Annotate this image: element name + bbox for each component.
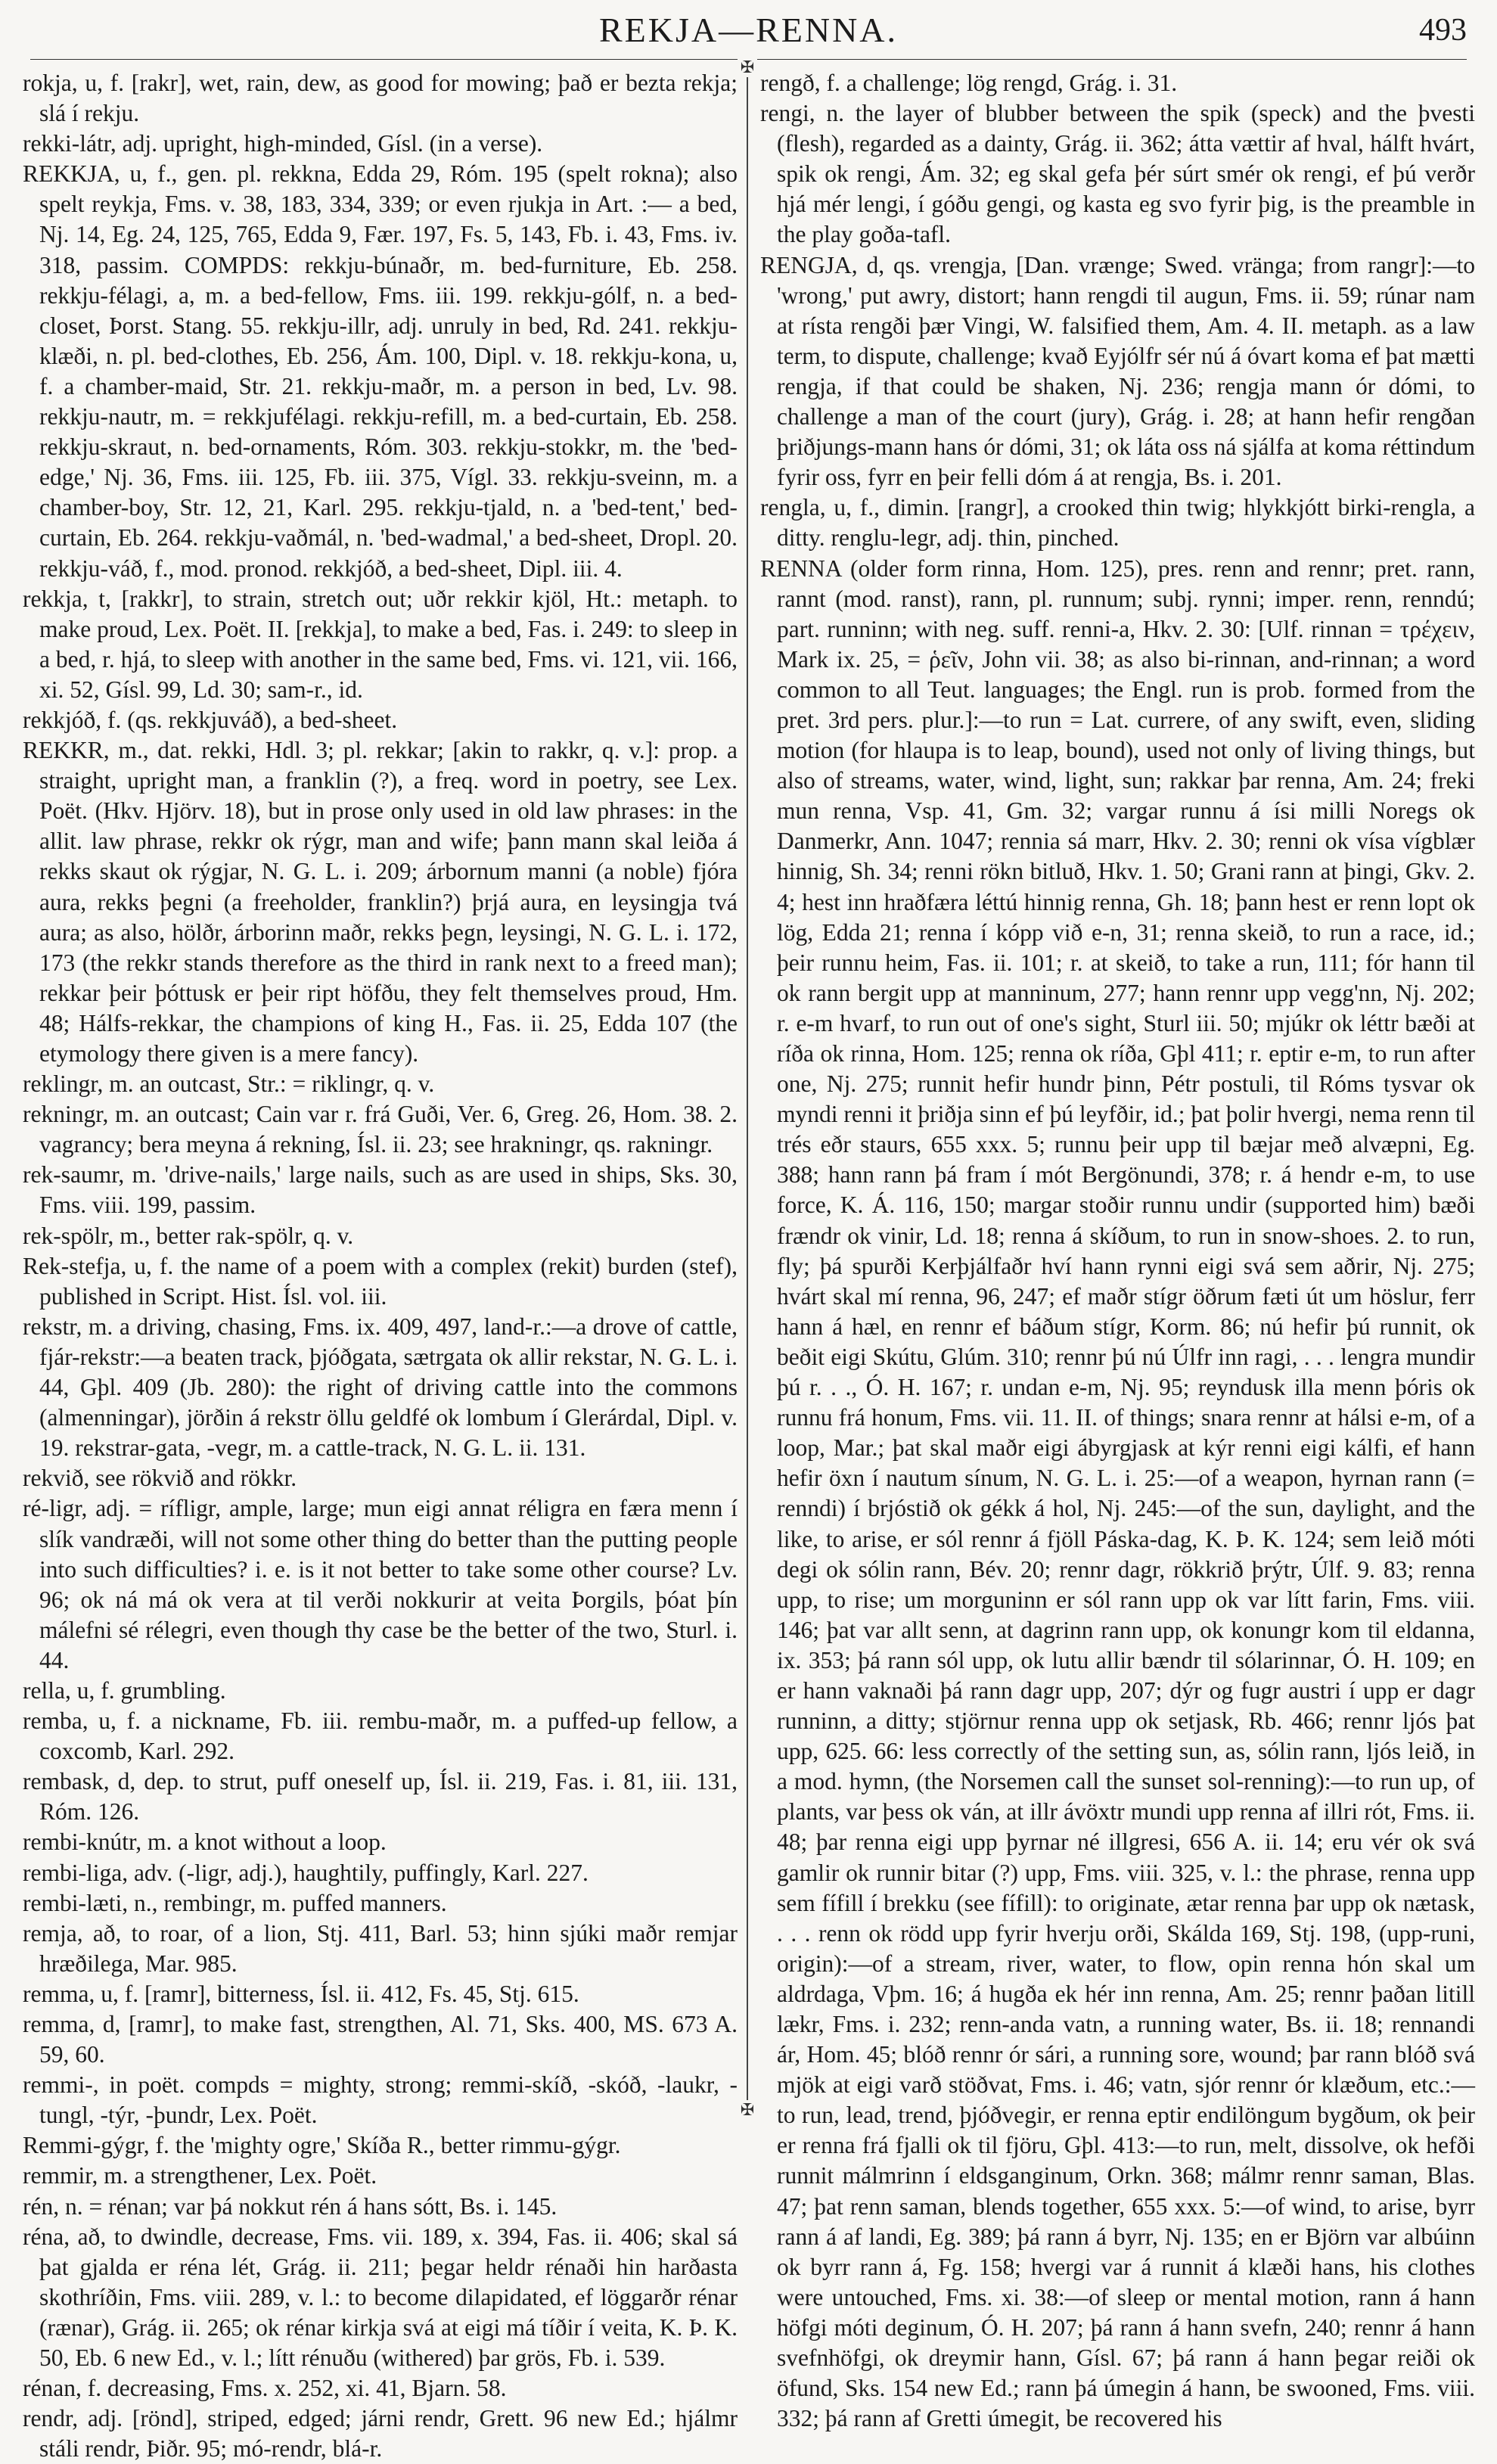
entry: rembask, d, dep. to strut, puff oneself up, Ísl. ii. 219, Fas. i. 81, iii. 131, Róm. 126. (23, 1768, 738, 1825)
entry: remmi-, in poët. compds = mighty, strong; remmi-skíð, -skóð, -laukr, -tungl, -týr, -þundr, Lex. Poët. (23, 2071, 738, 2129)
entry: Remmi-gýgr, f. the 'mighty ogre,' Skíða R., better rimmu-gýgr. (23, 2132, 621, 2159)
divider-ornament-top: ✠ (738, 57, 757, 77)
entry: rengla, u, f., dimin. [rangr], a crooked thin twig; hlykkjótt birki-rengla, a ditty. renglu-legr, adj. thin, pinched. (760, 494, 1475, 552)
entry: RENNA (older form rinna, Hom. 125), pres. renn and rennr; pret. rann, rannt (mod. ranst), rann, pl. runnum; subj. rynni; imper. renn, renndú; part. runninn; with neg. suff. renni-a, Hkv. 2. 30: [Ulf. rinnan = τρέχειν, Mark ix. 25, = ῥεῖν, John vii. 38; as also bi-rinnan, and-rinnan; a word common to all Teut. languages; the Engl. run is prob. formed from the pret. 3rd pers. plur.]:—to run = Lat. currere, of any swift, even, sliding motion (for hlaupa is to leap, bound), used not only of living things, but also of streams, water, wind, light, sun; rakkar þar renna, Am. 24; freki mun renna, Vsp. 41, Gm. 32; vargar runnu á ísi milli Noregs ok Danmerkr, Ann. 1047; rennia sá marr, Hkv. 2. 30; renni ok vísa vígblær hinnig, Sh. 34; renni rökn bitluð, Hkv. 1. 50; Grani rann at þingi, Gkv. 2. 4; hest inn hraðfæra léttú hinnig renna, Gh. 18; þann hest er renn lopt ok lög, Edda 21; renna í kópp við e-n, 31; renna skeið, to run a race, id.; þeir runnu heim, Fas. ii. 101; r. at skeið, to take a run, 111; fór hann til ok rann bergit upp at manninum, 277; hann rennr upp vegg'nn, Nj. 202; r. e-m hvarf, to run out of one's sight, Sturl iii. 50; mjúkr ok léttr bæði at ríða ok rinna, Hom. 125; renna ok ríða, Gþl 411; r. eptir e-m, to run after one, Nj. 275; runnit hefir hundr þinn, Pétr postuli, til Róms tysvar ok myndi renni it þriðja sinn ef þú leyfðir, id.; þat þolir hvergi, nema renn til trés eðr staurs, 655 xxx. 5; runnu þeir upp til bæjar með alvæpni, Eg. 388; hann rann þá fram í mót Bergönundi, 378; r. á hendr e-m, to use force, K. Á. 116, 150; margar stoðir runnu undir (supported him) bæði frændr ok vinir, Ld. 18; renna á skíðum, to run in snow-shoes. 2. to run, fly; þá spurði Kerþjálfaðr hví hann rynni eigi svá sem aðrir, Nj. 275; hvárt skal mí renna, 96, 247; ef maðr stígr öðrum fæti út um höslur, ferr hann á hæl, en rennr ef báðum stígr, Korm. 86; nú hefir þú runnit, ok beðit eigi Skútu, Glúm. 310; rennr þú nú Úlfr inn ragi, . . . lengra mundir þú r. . ., Ó. H. 167; r. undan e-m, Nj. 95; reyndusk illa menn þóris ok runnu frá honum, Fms. vii. 11. II. of things; snara rennr at hálsi e-m, of a loop, Mar.; þat skal maðr eigi ábyrgjask at kýr renni eigi kálfi, ef hann hefir öxn í nautum sínum, N. G. L. i. 25:—of a weapon, hyrnan rann (= renndi) í brjóstið ok gékk á hol, Nj. 245:—of the sun, daylight, and the like, to arise, er sól rennr á fjöll Páska-dag, K. Þ. K. 124; sem leið móti degi ok sólin rann, Bév. 20; rennr dagr, rökkrið þrýtr, Úlf. 9. 83; renna upp, to rise; um morguninn er sól rann upp ok var lítt farin, Fms. viii. 146; þat var allt senn, at dagrinn rann upp, ok konungr kom til eldanna, ix. 353; þá rann sól upp, ok lutu allir bændr til sólarinnar, Ó. H. 109; en er hann vaknaði þá rann dagr upp, 207; dýr og fugr austri í upp er dagr runninn, a ditty; stjörnur renna upp ok setjask, Rb. 466; rennr ljós þat upp, 625. 66: less correctly of the setting sun, as, sólin rann, ljós leið, in a mod. hymn, (the Norsemen call the sunset sol-renning):—to run up, of plants, var þess ok ván, at illr ávöxtr mundi upp renna af illri rót, Fms. ii. 48; þar renna eigi upp þyrnar né illgresi, 656 A. ii. 14; eru vér ok svá gamlir ok runnir bitar (?) upp, Fms. viii. 325, v. l.: the phrase, renna upp sem fífill í brekku (see fífill): to originate, ætar renna þar upp ok nætask, . . . renn ok rödd upp fyrir hverju orði, Skálda 169, Stj. 198, (upp-runi, origin):—of a stream, river, water, to flow, opin renna hón skal um aldrdaga, Vþm. 16; á hugða ek hér inn renna, Am. 25; rennr þaðan litill lækr, Fms. i. 232; renn-anda vatn, a running water, Bs. ii. 18; rennandi ár, Hom. 45; blóð rennr ór sári, a running sore, wound; þar rann blóð svá mjök at eigi varð stöðvat, Fms. i. 46; vatn, sjór rennr ór klæðum, etc.:—to run, lead, trend, þjóðvegir, er renna eptir endilöngum bygðum, ok þeir er renna frá fjalli ok til fjöru, Gþl. 413:—to run, melt, dissolve, ok hefði runnit málmrinn í eldsganginum, Orkn. 368; málmr rennr saman, Blas. 47; þat renn saman, blends together, 655 xxx. 5:—of wind, to arise, byrr rann á af landi, Eg. 389; þá rann á byrr, Nj. 135; en er Björn var albúinn ok byrr rann á, Fg. 158; hvergi var á runnit á klæði hans, his clothes were untouched, Fms. xi. 38:—of sleep or mental motion, rann á hann höfgi móti deginum, Ó. H. 207; þá rann á hann svefn, 240; rennr á hann svefnhöfgi, ok dreymir hann, Gísl. 67; þá rann á hann þegar reiði ok öfund, Sks. 154 new Ed.; rann þá úmegin á hann, be swooned, Fms. viii. 332; þá rann af Gretti úmegit, be recovered his (760, 555, 1475, 2432)
entry: rengi, n. the layer of blubber between the spik (speck) and the þvesti (flesh), regarded as a dainty, Grág. ii. 362; átta vættir af hval, hálft hvárt, spik ok rengi, Ám. 32; eg skal gefa þér súrt smér ok rengi, ef þú verðr hjá mér lengi, í góðu gengi, og kasta eg svo fyrir þig, is the preamble in the play goða-tafl. (760, 100, 1475, 248)
entry: remma, d, [ramr], to make fast, strengthen, Al. 71, Sks. 400, MS. 673 A. 59, 60. (23, 2011, 738, 2068)
entry: rembi-knútr, m. a knot without a loop. (23, 1829, 387, 1856)
entry: remmir, m. a strengthener, Lex. Poët. (23, 2162, 377, 2189)
divider-ornament-bottom: ✠ (738, 2100, 757, 2120)
entry: rekkja, t, [rakkr], to strain, stretch out; uðr rekkir kjöl, Ht.: metaph. to make proud, Lex. Poët. II. [rekkja], to make a bed, Fas. i. 249: to sleep in a bed, r. hjá, to sleep with another in the same bed, Fms. vi. 121, vii. 166, xi. 52, Gísl. 99, Ld. 30; sam-r., id. (23, 585, 738, 703)
entry: rekningr, m. an outcast; Cain var r. frá Guði, Ver. 6, Greg. 26, Hom. 38. 2. vagrancy; bera meyna á rekning, Ísl. ii. 23; see hrakningr, qs. rakningr. (23, 1101, 738, 1158)
entry: rén, n. = rénan; var þá nokkut rén á hans sótt, Bs. i. 145. (23, 2192, 557, 2220)
entry: REKKR, m., dat. rekki, Hdl. 3; pl. rekkar; [akin to rakkr, q. v.]: prop. a straight, upright man, a franklin (?), a freq. word in poetry, see Lex. Poët. (Hkv. Hjörv. 18), but in prose only used in old law phrases: in the allit. law phrase, rekkr ok rýgr, man and wife; þann mann skal leiða á rekks skaut ok rýgjar, N. G. L. i. 209; árbornum manni (a noble) fjóra aura, rekks þegni (a freeholder, franklin?) þrjá aura, en leysingja tvá aura; as also, hölðr, árborinn maðr, rekks þegn, leysingi, N. G. L. i. 172, 173 (the rekkr stands therefore as the third in rank next to a freed man); rekkar þeir þóttusk er þeir ript höfðu, they felt themselves proud, Hm. 48; Hálfs-rekkar, the champions of king H., Fas. ii. 25, Edda 107 (the etymology there given is a mere fancy). (23, 737, 738, 1067)
entry: Rek-stefja, u, f. the name of a poem with a complex (rekit) burden (stef), published in Script. Hist. Ísl. vol. iii. (23, 1252, 738, 1310)
entry: remja, að, to roar, of a lion, Stj. 411, Barl. 53; hinn sjúki maðr remjar hræðilega, Mar. 985. (23, 1919, 738, 1977)
entry: rembi-læti, n., rembingr, m. puffed manners. (23, 1889, 447, 1916)
column-divider (747, 67, 748, 2111)
entry: REKKJA, u, f., gen. pl. rekkna, Edda 29, Róm. 195 (spelt rokna); also spelt reykja, Fms. v. 38, 183, 334, 339; or even rjukja in Art. :— a bed, Nj. 14, Eg. 24, 125, 765, Edda 9, Fær. 197, Fs. 5, 143, Fb. i. 43, Fms. iv. 318, passim. COMPDS: rekkju-búnaðr, m. bed-furniture, Eb. 258. rekkju-félagi, a, m. a bed-fellow, Fms. iii. 199. rekkju-gólf, n. a bed-closet, Þorst. Stang. 55. rekkju-illr, adj. unruly in bed, Rd. 241. rekkju-klæði, n. pl. bed-clothes, Eb. 256, Ám. 100, Dipl. v. 18. rekkju-kona, u, f. a chamber-maid, Str. 21. rekkju-maðr, m. a person in bed, Lv. 98. rekkju-nautr, m. = rekkjufélagi. rekkju-refill, m. a bed-curtain, Eb. 258. rekkju-skraut, n. bed-ornaments, Róm. 303. rekkju-stokkr, m. the 'bed-edge,' Nj. 36, Fms. iii. 125, Fb. iii. 375, Vígl. 33. rekkju-sveinn, m. a chamber-boy, Str. 12, 21, Karl. 295. rekkju-tjald, n. a 'bed-tent,' bed-curtain, Eb. 264. rekkju-vaðmál, n. 'bed-wadmal,' a bed-sheet, Dropl. 20. rekkju-váð, f., mod. pronod. rekkjóð, a bed-sheet, Dipl. iii. 4. (23, 160, 738, 582)
entry: rekki-látr, adj. upright, high-minded, Gísl. (in a verse). (23, 130, 543, 157)
entry: rekstr, m. a driving, chasing, Fms. ix. 409, 497, land-r.:—a drove of cattle, fjár-rekstr:—a beaten track, þjóðgata, sætrgata ok allir rekstar, N. G. L. i. 44, Gþl. 409 (Jb. 280): the right of driving cattle into the commons (almenningar), jörðin á rekstr öllu geldfé ok lombum í Glerárdal, Dipl. v. 19. rekstrar-gata, -vegr, m. a cattle-track, N. G. L. ii. 131. (23, 1313, 738, 1462)
entry: rendr, adj. [rönd], striped, edged; járni rendr, Grett. 96 new Ed.; hjálmr stáli rendr, Þiðr. 95; mó-rendr, blá-r. (23, 2405, 738, 2462)
entry: RENGJA, d, qs. vrengja, [Dan. vrænge; Swed. vränga; from rangr]:—to 'wrong,' put awry, distort; hann rengdi til augun, Fms. ii. 59; rúnar nam at rísta rengði þær Vingi, W. falsified them, Am. 4. II. metaph. as a law term, to dispute, challenge; kvað Eyjólfr sér nú á óvart koma ef þat mætti rengja, if that could be shaken, Nj. 236; rengja mann ór dómi, to challenge a man of the court (jury), Grág. i. 28; at hann hefir rengðan þriðjungs-mann hans ór dómi, 31; ok láta oss ná sjálfa at koma réttindum fyrir oss, fyrr en þeir felli dóm á at rengja, Bs. i. 201. (760, 251, 1475, 491)
entry: rénan, f. decreasing, Fms. x. 252, xi. 41, Bjarn. 58. (23, 2375, 507, 2402)
entry: réna, að, to dwindle, decrease, Fms. vii. 189, x. 394, Fas. ii. 406; skal sá þat gjalda er réna lét, Grág. ii. 211; þegar heldr rénaði hin harðasta skothríðin, Fms. viii. 289, v. l.: to become dilapidated, ef löggarðr rénar (rænar), Grág. ii. 265; ok rénar kirkja svá at eigi má tíðir í veita, K. Þ. K. 50, Eb. 6 new Ed., v. l.; lítt rénuðu (withered) þar grös, Fb. i. 539. (23, 2223, 738, 2372)
entry: rekvið, see rökvið and rökkr. (23, 1465, 297, 1492)
entry: rekkjóð, f. (qs. rekkjuváð), a bed-sheet. (23, 706, 398, 733)
entry: rengð, f. a challenge; lög rengd, Grág. i. 31. (760, 70, 1178, 96)
page-number: 493 (1419, 13, 1467, 48)
entry: ré-ligr, adj. = rífligr, ample, large; mun eigi annat réligra en færa menn í slík vandræði, will not some other thing do better than the putting people into such difficulties? i. e. is it not better to take some other course? Lv. 96; ok ná má ok vera at til verði nokkurir at veita Þorgils, þóat þín málefni sé rélegri, even though thy case be the better of the two, Sturl. i. 44. (23, 1495, 738, 1673)
running-head: REKJA—RENNA. (598, 11, 899, 49)
entry: remba, u, f. a nickname, Fb. iii. rembu-maðr, m. a puffed-up fellow, a coxcomb, Karl. 292. (23, 1707, 738, 1765)
entry: rembi-liga, adv. (-ligr, adj.), haughtily, puffingly, Karl. 227. (23, 1859, 589, 1886)
left-column (23, 68, 738, 2462)
entry: rek-saumr, m. 'drive-nails,' large nails, such as are used in ships, Sks. 30, Fms. viii. 199, passim. (23, 1161, 738, 1219)
page-header (30, 6, 1467, 60)
entry: rek-spölr, m., better rak-spölr, q. v. (23, 1222, 354, 1249)
entry: rella, u, f. grumbling. (23, 1676, 226, 1704)
right-column (760, 68, 1475, 2432)
entry: reklingr, m. an outcast, Str.: = riklingr, q. v. (23, 1070, 435, 1098)
entry: rokja, u, f. [rakr], wet, rain, dew, as good for mowing; það er bezta rekja; slá í rekju. (23, 70, 738, 127)
entry: remma, u, f. [ramr], bitterness, Ísl. ii. 412, Fs. 45, Stj. 615. (23, 1980, 579, 2007)
